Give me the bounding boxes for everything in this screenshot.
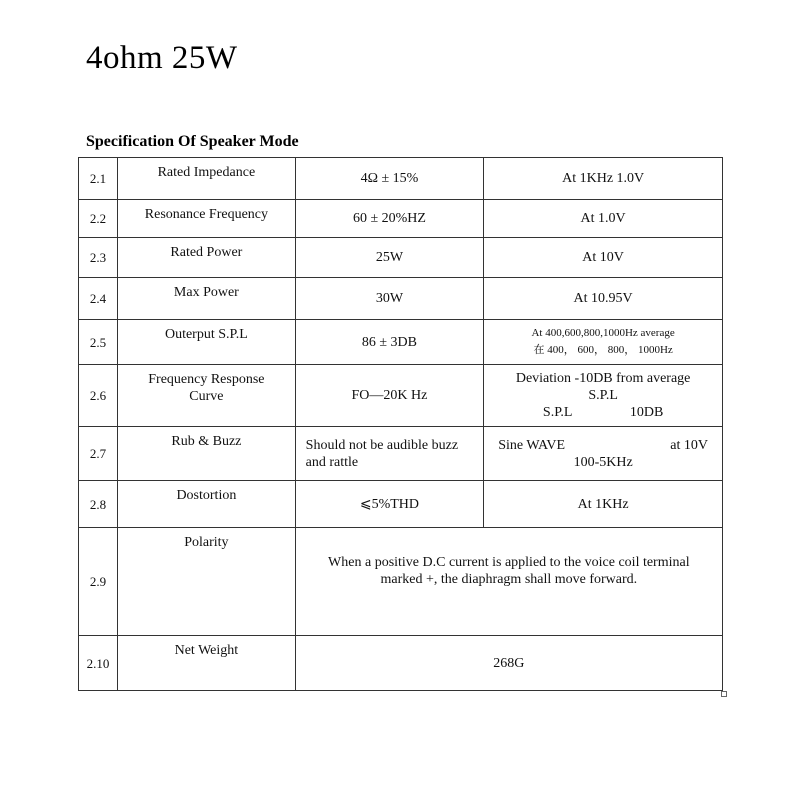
value-line: marked +, the diaphragm shall move forward. <box>380 572 638 587</box>
row-number: 2.4 <box>79 278 118 320</box>
row-number: 2.7 <box>79 427 118 481</box>
parameter-value: FO—20K Hz <box>295 365 484 427</box>
condition-text: at 10V <box>670 437 708 453</box>
parameter-name: Net Weight <box>118 636 296 691</box>
parameter-value: 4Ω ± 15% <box>295 158 484 200</box>
name-line: Frequency Response <box>148 372 265 387</box>
parameter-value: ⩽5%THD <box>295 481 484 528</box>
row-number: 2.8 <box>79 481 118 528</box>
parameter-value: 60 ± 20%HZ <box>295 200 484 238</box>
parameter-value: 25W <box>295 238 484 278</box>
parameter-value: 268G <box>295 636 722 691</box>
parameter-name: Dostortion <box>118 481 296 528</box>
condition-text: S.P.L <box>542 405 573 420</box>
test-condition: At 1KHz <box>484 481 723 528</box>
condition-line: S.P.L <box>588 388 618 403</box>
condition-line: Deviation -10DB from average <box>515 371 691 386</box>
condition-line: 在 400， 600， 800， 1000Hz <box>533 344 673 356</box>
row-number: 2.9 <box>79 528 118 636</box>
parameter-name: Outerput S.P.L <box>118 320 296 365</box>
row-number: 2.10 <box>79 636 118 691</box>
speaker-spec-table <box>78 157 723 691</box>
table-row <box>79 365 723 427</box>
table-row <box>79 200 723 238</box>
parameter-name: Rub & Buzz <box>118 427 296 481</box>
table-row <box>79 278 723 320</box>
table-row <box>79 158 723 200</box>
table-caption: Specification Of Speaker Mode <box>86 133 299 150</box>
condition-text: 10DB <box>629 405 664 420</box>
condition-line <box>484 437 722 454</box>
table-row <box>79 481 723 528</box>
test-condition: At 1KHz 1.0V <box>484 158 723 200</box>
parameter-name <box>118 365 296 427</box>
parameter-value: 30W <box>295 278 484 320</box>
condition-line: 100-5KHz <box>573 454 633 470</box>
condition-line <box>484 404 722 421</box>
row-number: 2.5 <box>79 320 118 365</box>
parameter-name: Resonance Frequency <box>118 200 296 238</box>
name-line: Curve <box>189 389 224 404</box>
parameter-value: 86 ± 3DB <box>295 320 484 365</box>
table-row <box>79 320 723 365</box>
parameter-value <box>295 427 484 481</box>
test-condition <box>484 320 723 365</box>
value-line: Should not be audible buzz <box>305 437 459 453</box>
value-line: When a positive D.C current is applied to the voice coil terminal <box>328 555 690 570</box>
row-number: 2.2 <box>79 200 118 238</box>
condition-text: Sine WAVE <box>498 437 566 453</box>
parameter-name: Max Power <box>118 278 296 320</box>
resize-handle <box>721 691 727 697</box>
test-condition: At 10.95V <box>484 278 723 320</box>
parameter-value <box>295 528 722 636</box>
parameter-name: Rated Impedance <box>118 158 296 200</box>
parameter-name: Polarity <box>118 528 296 636</box>
table-row <box>79 238 723 278</box>
row-number: 2.1 <box>79 158 118 200</box>
page-title: 4ohm 25W <box>86 40 238 76</box>
value-line: and rattle <box>305 454 359 470</box>
table-row <box>79 636 723 691</box>
condition-line: At 400,600,800,1000Hz average <box>531 327 675 339</box>
row-number: 2.3 <box>79 238 118 278</box>
test-condition: At 10V <box>484 238 723 278</box>
parameter-name: Rated Power <box>118 238 296 278</box>
test-condition <box>484 427 723 481</box>
table-row <box>79 528 723 636</box>
test-condition: At 1.0V <box>484 200 723 238</box>
test-condition <box>484 365 723 427</box>
row-number: 2.6 <box>79 365 118 427</box>
table-row <box>79 427 723 481</box>
